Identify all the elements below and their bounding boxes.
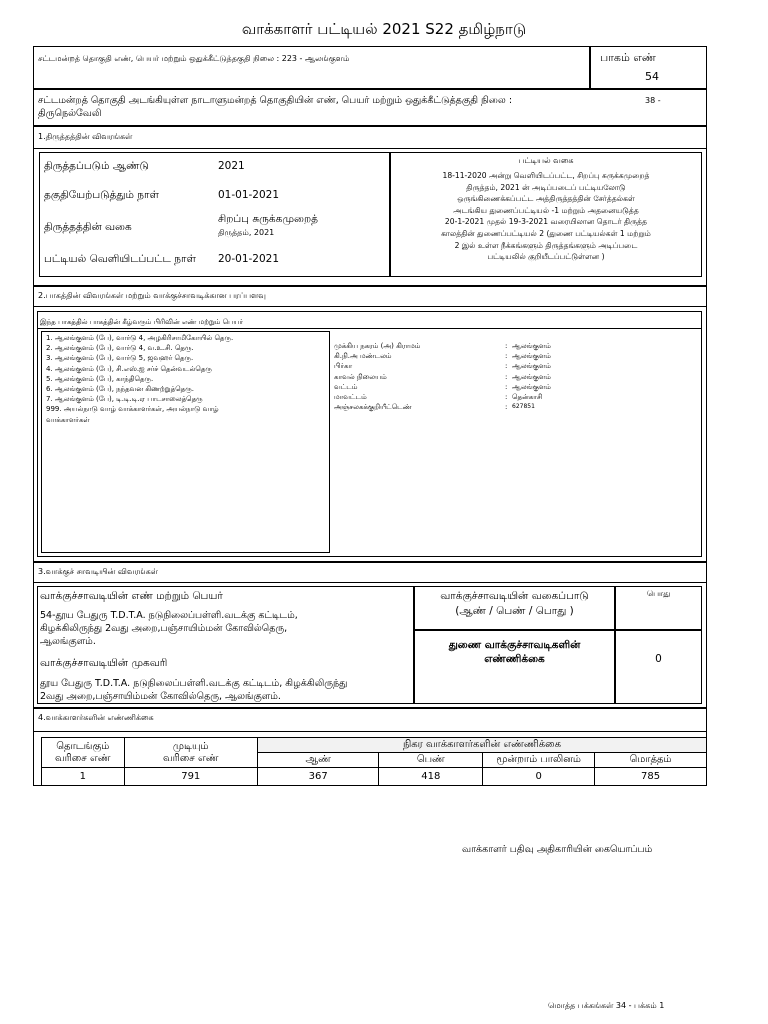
detail-value: 627851: [512, 403, 535, 411]
sections-list: [46, 333, 233, 425]
revision-type-value-line2: திருத்தம், 2021: [218, 228, 275, 237]
detail-label: முக்கிய நகரம் (அ) கிராமம்: [334, 342, 421, 350]
qualifying-date-value: 01-01-2021: [218, 189, 280, 201]
section-item: 3. ஆலங்குளம் (பே), வார்டு 5, ஜவஹர் தெரு.: [46, 354, 194, 363]
list-type-heading: பட்டியல் வகை: [518, 156, 574, 165]
detail-label: கி.நி.அ மண்டலம்: [334, 352, 392, 361]
detail-value: ஆலங்குளம்: [512, 342, 551, 350]
parliament-name: திருநெல்வேலி: [38, 108, 102, 119]
qualifying-date-label: தகுதியேற்படுத்தும் நாள்: [44, 189, 159, 201]
detail-label: பிர்கா: [334, 362, 353, 371]
booth-type-label-line2: (ஆண் / பெண் / பொது ): [455, 605, 574, 617]
male-value: 367: [257, 768, 378, 786]
section-item: 999. அயல்நாடு வாழ் வாக்காளர்கள், அயல்நாடு வாழ்: [46, 405, 219, 414]
page-info: மொத்த பக்கங்கள் 34 - பக்கம் 1: [548, 1001, 665, 1010]
area-details-labels: [334, 341, 420, 412]
aux-booth-value: 0: [655, 653, 662, 665]
detail-value: தென்காசி: [512, 393, 543, 402]
signature-label: வாக்காளர் பதிவு அதிகாரியின் கையொப்பம்: [462, 844, 653, 855]
area-details-values: [512, 341, 551, 412]
page-title: வாக்காளர் பட்டியல் 2021 S22 தமிழ்நாடு: [241, 20, 527, 38]
parliament-label: சட்டமன்றத் தொகுதி அடங்கியுள்ள நாடாளுமன்றத் தொகுதியின் எண், பெயர் மற்றும் ஒதுக்கீட்டுத்தகுதி நிலை :: [38, 95, 513, 106]
detail-label: காவல் நிலையம்: [334, 372, 387, 381]
list-type-text: 18-11-2020 அன்று வெளியிடப்பட்ட, சிறப்பு சுருக்கமுறைத் திருத்தம், 2021 ன் அடிப்படைப் பட்டியலோடு ஒருங்கிணைக்கப்பட்ட அத்திருத்தத்தின் சேர்த்தல்கள் அடங்கிய துணைப்பட்டியல் -1 மற்றும் அதனையடுத்த 20-1-2021 முதல் 19-3-2021 வரையிலான தொடர் திருத்த காலத்தின் துணைப்பட்டியல் 2 (துணை பட்டியல்கள் 1 மற்றும் 2 இல் உள்ள நீக்கங்களும் திருத்தங்களும் அடிப்படை பட்டியலில் குறியீடப்பட்டுள்ளன ): [441, 171, 651, 262]
section-item: 2. ஆலங்குளம் (பே), வார்டு 4, வ.உ.சி. தெரு.: [46, 344, 194, 353]
sections-subheading: இந்த பாகத்தில் பாகத்தின் கீழ்வரும் பிரிவின் எண் மற்றும் பெயர்: [40, 318, 243, 326]
part-number-value: 54: [645, 70, 659, 83]
detail-value: ஆலங்குளம்: [512, 362, 551, 371]
section-4-heading: 4.வாக்காளர்களின் எண்ணிக்கை: [38, 713, 154, 722]
booth-name: 54-தூய பேதுரு T.D.T.A. நடுநிலைப்பள்ளி.வடக்கு கட்டிடம், கிழக்கிலிருந்து 2வது அறை,பஞ்சாயிம்மன் கோவில்தெரு, ஆலங்குளம்.: [40, 610, 298, 647]
section-3-heading: 3.வாக்குச் சாவடியின் விவரங்கள்: [38, 567, 158, 576]
total-value: 785: [595, 768, 707, 786]
male-header: ஆண்: [257, 753, 378, 768]
end-serial-value: 791: [124, 768, 257, 786]
aux-value-box: [615, 630, 702, 704]
constituency-label: சட்டமன்றத் தொகுதி எண், பெயர் மற்றும் ஒதுக்கீட்டுத்தகுதி நிலை : 223 - ஆலங்குளம்: [38, 54, 350, 63]
section-1-heading: 1.திருத்தத்தின் விவரங்கள்: [38, 132, 133, 141]
detail-value: ஆலங்குளம்: [512, 372, 551, 381]
total-header: மொத்தம்: [595, 753, 707, 768]
aux-booth-label-line2: எண்ணிக்கை: [484, 653, 545, 665]
publish-date-label: பட்டியல் வெளியிடப்பட்ட நாள்: [44, 253, 196, 265]
booth-type-value: பொது: [646, 589, 671, 598]
third-gender-value: 0: [483, 768, 595, 786]
section-item: 1. ஆலங்குளம் (பே), வார்டு 4, அழகிரிசாமிகோயில் தெரு.: [46, 334, 234, 342]
revision-year-value: 2021: [218, 160, 245, 172]
section-item: 6. ஆலங்குளம் (பே), நந்தவன கிணற்றுத்தெரு.: [46, 385, 194, 394]
part-number-label: பாகம் எண்: [600, 51, 656, 64]
section-2-heading: 2.பாகத்தின் விவரங்கள் மற்றும் வாக்குச்சாவடிக்கான பரப்பளவு: [38, 291, 266, 300]
detail-label: வட்டம்: [334, 382, 358, 391]
detail-label: அஞ்சலகக்குறியீட்டெண்: [334, 403, 412, 412]
start-serial-value: 1: [42, 768, 125, 786]
booth-address-label: வாக்குச்சாவடியின் முகவரி: [40, 657, 168, 669]
revision-type-value-line1: சிறப்பு சுருக்கமுறைத்: [218, 213, 318, 225]
voter-count-table: [41, 737, 707, 786]
section-item: 7. ஆலங்குளம் (பே), டி.டி.டி.ஏ பாடசாலைத்தெரு: [46, 395, 203, 404]
detail-label: மாவட்டம்: [334, 393, 367, 402]
constituency-box: [33, 46, 590, 89]
booth-type-label-line1: வாக்குச்சாவடியின் வகைப்பாடு: [440, 590, 589, 602]
detail-value: ஆலங்குளம்: [512, 352, 551, 361]
aux-booth-label-line1: துணை வாக்குச்சாவடிகளின்: [448, 639, 581, 651]
publish-date-value: 20-01-2021: [218, 253, 280, 265]
section-item: 5. ஆலங்குளம் (பே), காந்திதெரு.: [46, 374, 154, 383]
third-gender-header: மூன்றாம் பாலினம்: [483, 753, 595, 768]
parliament-number: 38 -: [645, 96, 661, 105]
start-serial-header: தொடங்கும் வரிசை எண்: [42, 738, 125, 768]
female-header: பெண்: [379, 753, 483, 768]
booth-name-label: வாக்குச்சாவடியின் எண் மற்றும் பெயர்: [40, 590, 223, 602]
detail-value: ஆலங்குளம்: [512, 382, 551, 391]
section-item: 4. ஆலங்குளம் (பே), சி.எஸ்.ஐ சர்ச் தென்வடல்தெரு: [46, 364, 212, 373]
end-serial-header: முடியும் வரிசை எண்: [124, 738, 257, 768]
female-value: 418: [379, 768, 483, 786]
area-details-colons: : : : : : : :: [505, 342, 508, 412]
revision-type-label: திருத்தத்தின் வகை: [44, 221, 132, 233]
net-voters-header: நிகர வாக்காளர்களின் எண்ணிக்கை: [257, 738, 706, 753]
section-item: வாக்காளர்கள்: [46, 415, 90, 424]
revision-year-label: திருத்தப்படும் ஆண்டு: [44, 160, 149, 172]
booth-address: தூய பேதுரு T.D.T.A. நடுநிலைப்பள்ளி.வடக்கு கட்டிடம், கிழக்கிலிருந்து 2வது அறை,பஞ்சாயிம்மன் கோவில்தெரு, ஆலங்குளம்.: [40, 678, 348, 702]
